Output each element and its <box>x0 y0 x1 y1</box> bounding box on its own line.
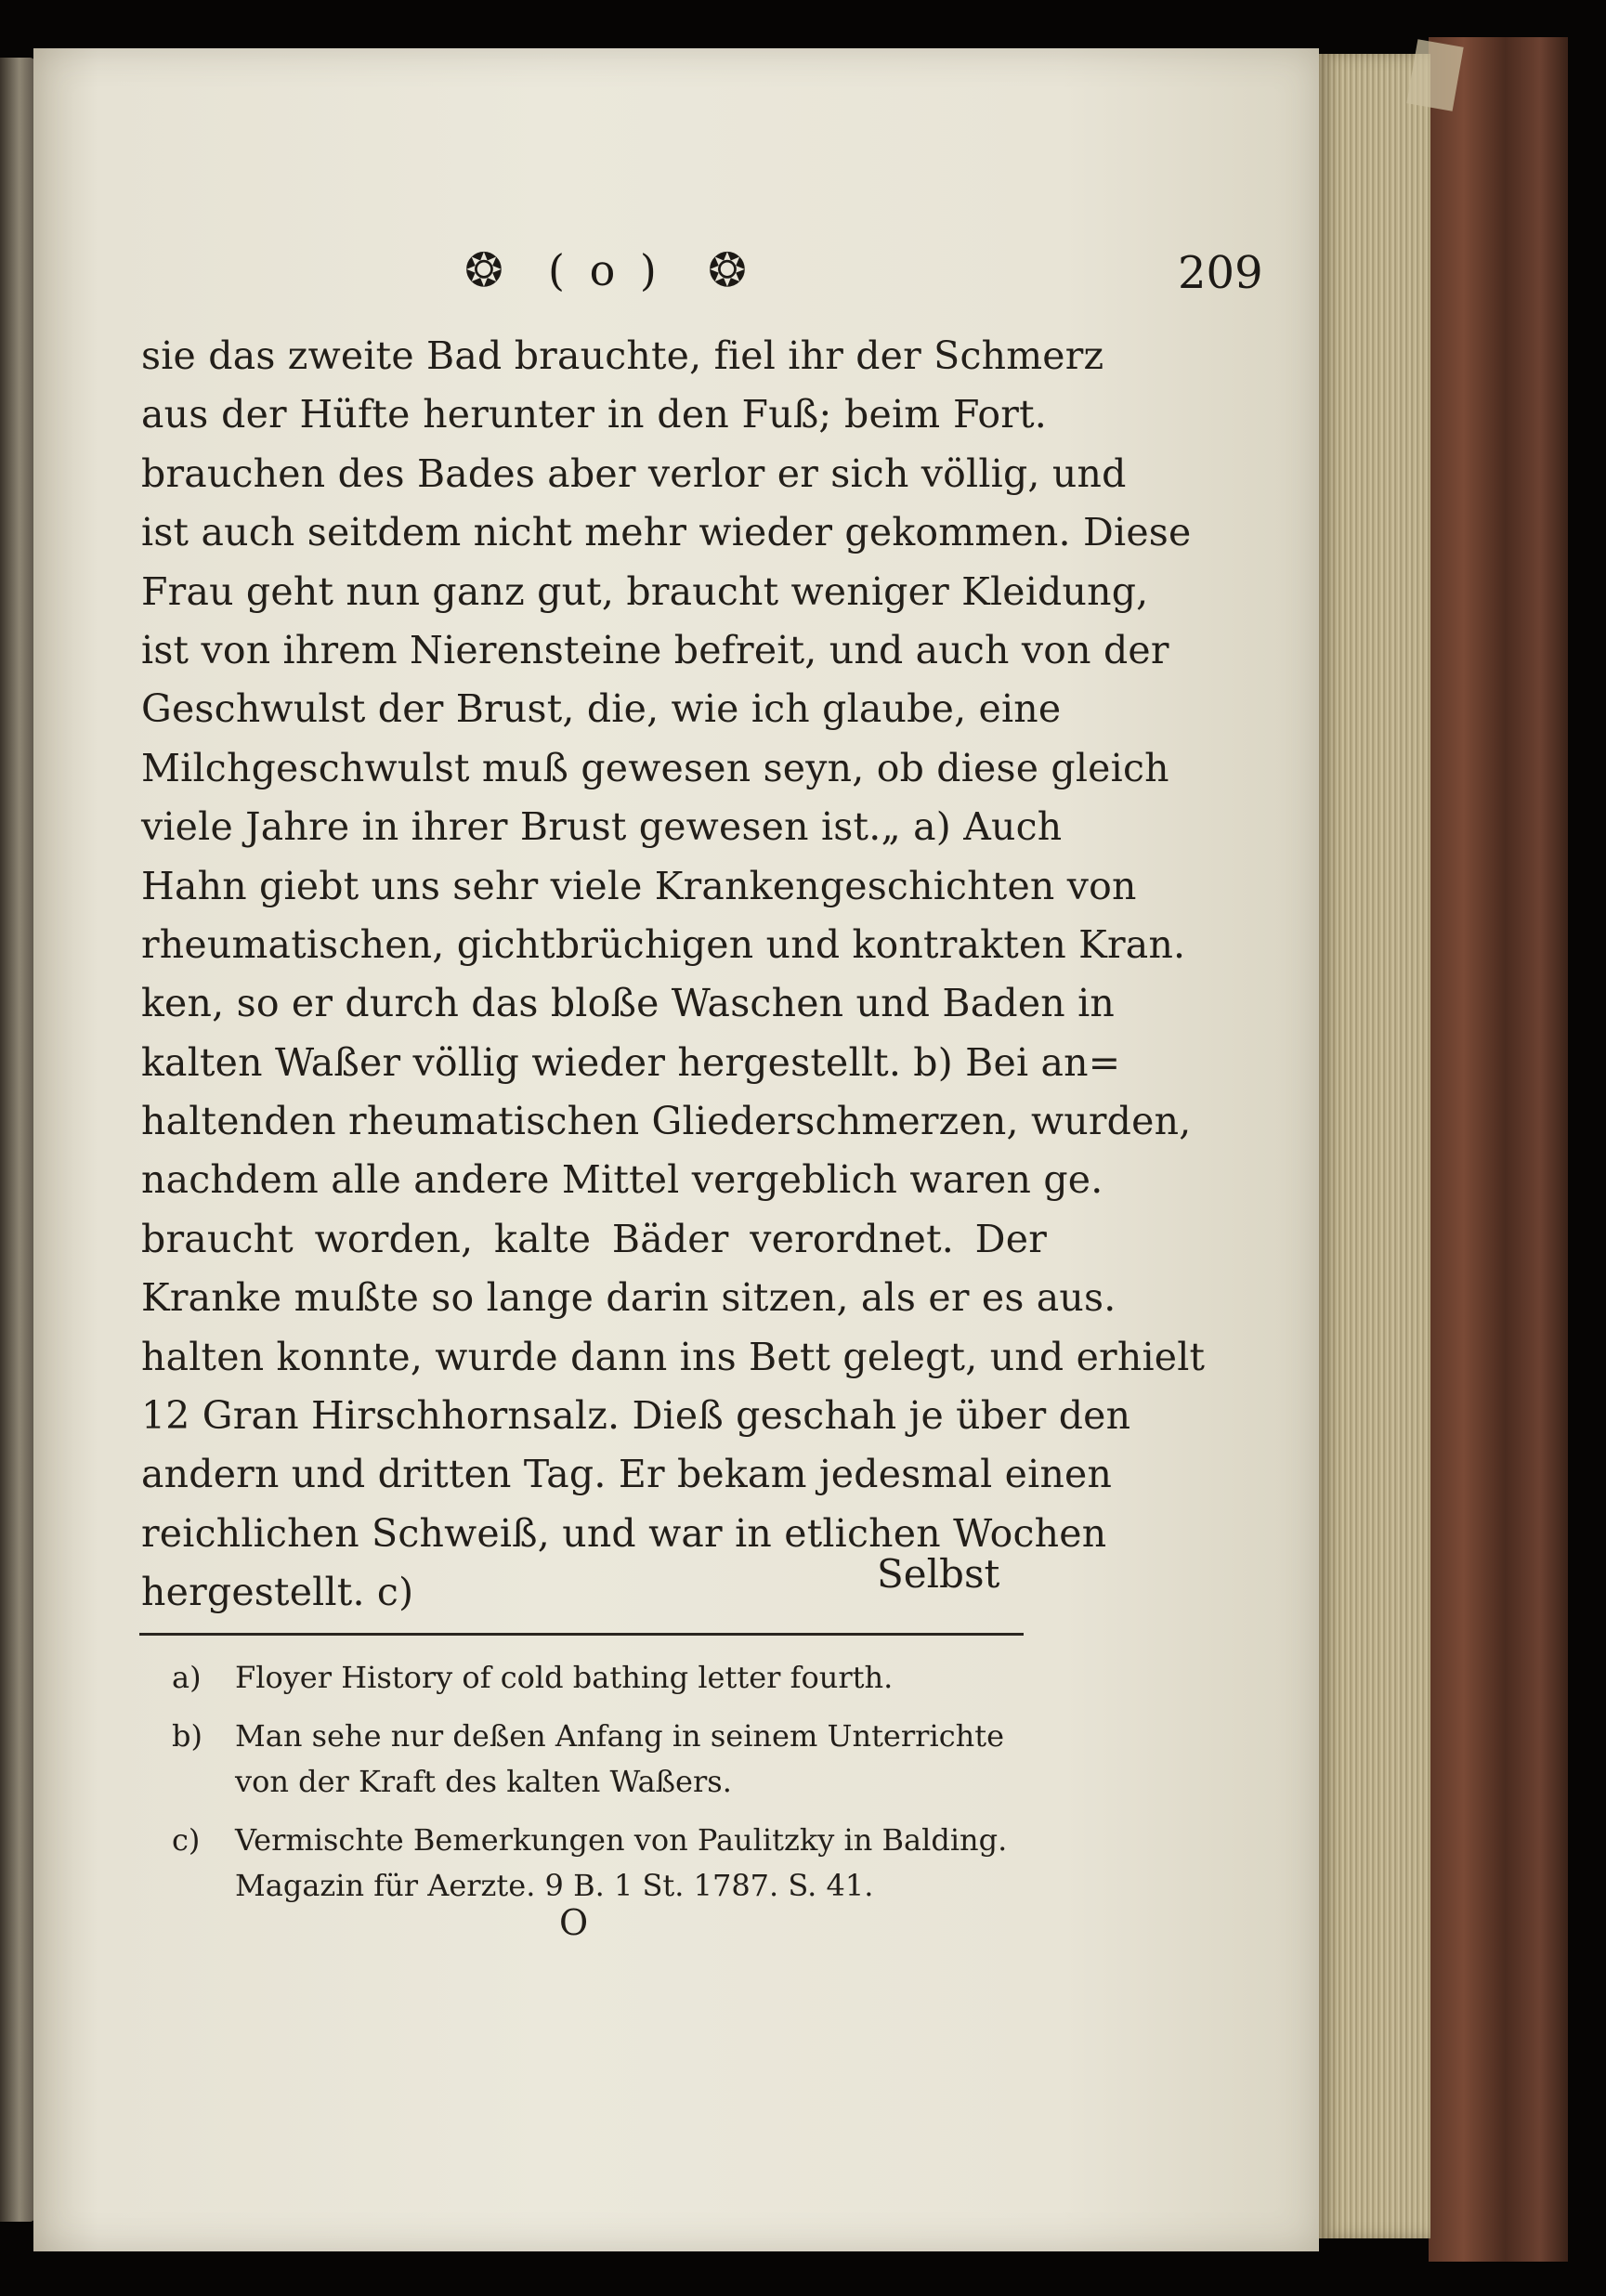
page-number: 209 <box>1178 247 1263 299</box>
body-line: braucht worden, kalte Bäder verordnet. Der <box>141 1216 1047 1261</box>
body-line: andern und dritten Tag. Er bekam jedesmal einen <box>141 1452 1113 1497</box>
body-line: aus der Hüfte herunter in den Fuß; beim Fort. <box>141 392 1047 437</box>
body-line: Milchgeschwulst muß gewesen seyn, ob diese gleich <box>141 745 1169 790</box>
footnote <box>172 1714 1036 1805</box>
ornament-left-icon: ❂ <box>464 243 503 297</box>
body-line: ist von ihrem Nierensteine befreit, und auch von der <box>141 627 1169 672</box>
facing-page-edge <box>0 58 35 2222</box>
footnote <box>172 1818 1036 1909</box>
body-line: Frau geht nun ganz gut, braucht weniger Kleidung, <box>141 568 1149 614</box>
body-line: Geschwulst der Brust, die, wie ich glaube, eine <box>141 686 1062 732</box>
running-head <box>427 243 1365 303</box>
footnote-rule <box>139 1633 1024 1636</box>
body-text <box>141 327 1206 1623</box>
body-line: brauchen des Bades aber verlor er sich völlig, und <box>141 450 1127 496</box>
body-line: sie das zweite Bad brauchte, fiel ihr der Schmerz <box>141 333 1104 378</box>
footnote-marker: c) <box>172 1822 201 1858</box>
footnote-line: Man sehe nur deßen Anfang in seinem Unterrichte <box>235 1718 1005 1754</box>
body-line: halten konnte, wurde dann ins Bett gelegt, und erhielt <box>141 1334 1206 1379</box>
footnote-line: von der Kraft des kalten Waßers. <box>235 1764 732 1799</box>
body-line: reichlichen Schweiß, und war in etlichen Wochen <box>141 1510 1107 1556</box>
body-line: viele Jahre in ihrer Brust gewesen ist.„ a) Auch <box>141 804 1063 850</box>
footnote <box>172 1655 1036 1701</box>
body-line: ist auch seitdem nicht mehr wieder gekommen. Diese <box>141 510 1192 555</box>
footnotes <box>172 1655 1036 1922</box>
footnote-line: Vermischte Bemerkungen von Paulitzky in Balding. <box>235 1822 1008 1858</box>
footnote-line: Magazin für Aerzte. 9 B. 1 St. 1787. S. 41. <box>235 1868 874 1903</box>
page-edges <box>1319 54 1430 2238</box>
catchword: Selbst <box>877 1551 1000 1597</box>
body-line: ken, so er durch das bloße Waschen und Baden in <box>141 981 1116 1026</box>
signature-mark: O <box>559 1902 589 1943</box>
book-cover <box>1429 37 1568 2262</box>
footnote-line: Floyer History of cold bathing letter fourth. <box>235 1660 894 1695</box>
running-title: ( o ) <box>548 245 662 295</box>
body-line: Kranke mußte so lange darin sitzen, als er es aus. <box>141 1275 1116 1321</box>
footnote-marker: a) <box>172 1660 202 1695</box>
body-line: hergestellt. c) <box>141 1570 414 1615</box>
body-line: haltenden rheumatischen Gliederschmerzen, wurden, <box>141 1099 1192 1144</box>
footnote-marker: b) <box>172 1718 202 1754</box>
body-line: rheumatischen, gichtbrüchigen und kontrakten Kran. <box>141 921 1186 967</box>
body-line: 12 Gran Hirschhornsalz. Dieß geschah je über den <box>141 1393 1131 1439</box>
body-line: Hahn giebt uns sehr viele Krankengeschichten von <box>141 863 1137 908</box>
body-line: nachdem alle andere Mittel vergeblich waren ge. <box>141 1157 1103 1203</box>
ornament-right-icon: ❂ <box>708 243 747 297</box>
body-line: kalten Waßer völlig wieder hergestellt. b) Bei an= <box>141 1039 1121 1085</box>
